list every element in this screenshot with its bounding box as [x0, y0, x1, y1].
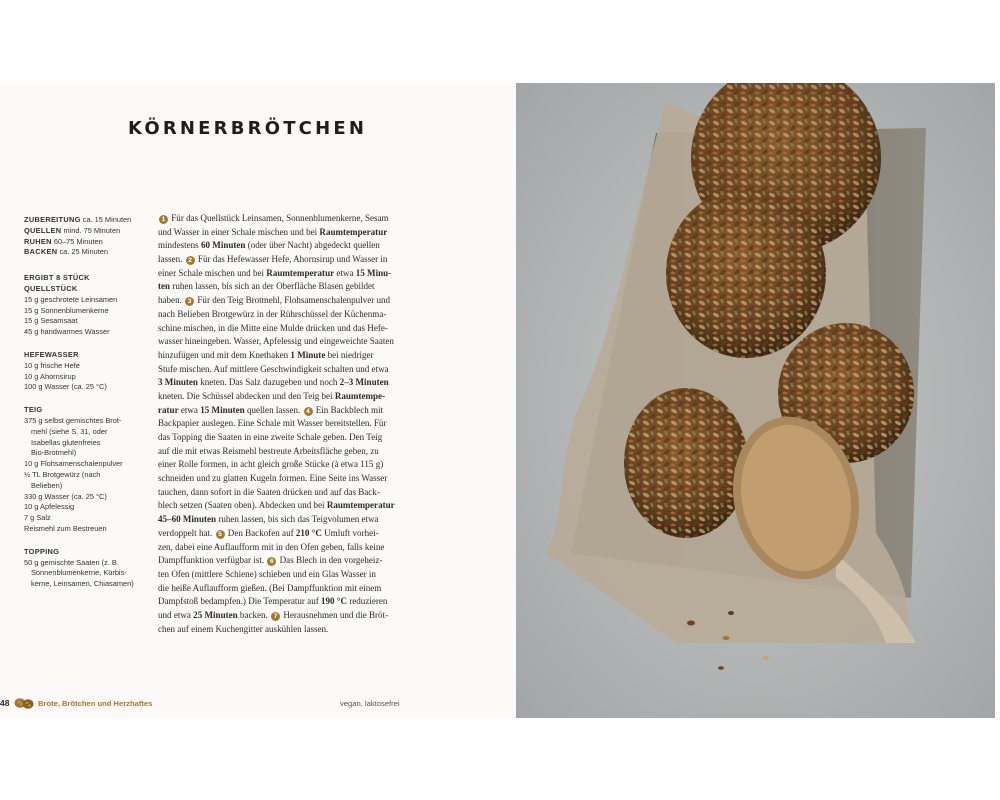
ingredient: 15 g Sesamsaat: [24, 316, 78, 326]
ingredient: 45 g handwarmes Wasser: [24, 327, 110, 337]
time-row: BACKEN ca. 25 Minuten: [24, 247, 108, 257]
instruction-line: Dampffunktion verfügbar ist. 6 Das Blech in den vorgeheiz-: [158, 555, 383, 566]
instruction-line: 1 Für das Quellstück Leinsamen, Sonnenblumenkerne, Sesam: [158, 212, 408, 226]
instruction-line: ten ruhen lassen, bis sich an der Oberfläche Blasen gebildet: [158, 281, 375, 292]
ingredient: 10 g Flohsamenschalenpulver: [24, 459, 123, 469]
time-row: QUELLEN mind. 75 Minuten: [24, 225, 121, 235]
instruction-line: schine mischen, in die Mitte eine Mulde drücken und das Hefe-: [158, 322, 388, 333]
instruction-line: hinzufügen und mit dem Knethaken 1 Minute bei niedriger: [158, 349, 374, 360]
step-number: 2: [186, 256, 195, 265]
ingredient: mehl (siehe S. 31, oder: [31, 426, 108, 436]
ingredient: 7 g Salz: [24, 513, 51, 523]
step-number: 4: [304, 407, 313, 416]
ingredient: 330 g Wasser (ca. 25 °C): [24, 491, 107, 501]
ingredient: ½ TL Brotgewürz (nach: [24, 469, 101, 479]
instruction-line: ratur etwa 15 Minuten quellen lassen. 4 Ein Backblech mit: [158, 404, 384, 415]
ingredient: 15 g Sonnenblumenkerne: [24, 305, 109, 315]
ingredient: 100 g Wasser (ca. 25 °C): [24, 382, 107, 392]
instruction-line: Backpapier auslegen. Eine Schale mit Wasser bereitstellen. Für: [158, 418, 387, 429]
ingredient: kerne, Leinsamen, Chiasamen): [31, 579, 134, 589]
seed-roll: [666, 188, 826, 358]
instruction-line: tauchen, dann sofort in die Saaten drücken und auf das Back-: [158, 486, 380, 497]
chapter-name: Brote, Brötchen und Herzhaftes: [38, 699, 153, 708]
group-heading: QUELLSTÜCK: [24, 283, 78, 293]
bread-rolls-photo: [516, 83, 995, 718]
ingredient: 10 g Ahornsirup: [24, 371, 76, 381]
time-row: ZUBEREITUNG ca. 15 Minuten: [24, 215, 132, 224]
ingredient: 10 g Apfelessig: [24, 502, 75, 512]
instructions: [158, 212, 408, 636]
instruction-line: mindestens 60 Minuten (oder über Nacht) abgedeckt quellen: [158, 240, 380, 251]
step-number: 1: [159, 215, 168, 224]
instruction-line: chen auf einem Kuchengitter auskühlen lassen.: [158, 623, 329, 634]
instruction-line: ten Ofen (mittlere Schiene) schieben und ein Glas Wasser in: [158, 568, 376, 579]
bread-rolls-icon: [14, 696, 34, 710]
group-heading: TEIG: [24, 405, 43, 415]
group-heading: HEFEWASSER: [24, 349, 79, 359]
instruction-line: lassen. 2 Für das Hefewasser Hefe, Ahornsirup und Wasser in: [158, 254, 388, 265]
step-number: 3: [185, 297, 194, 306]
step-number: 5: [216, 530, 225, 539]
instruction-line: und Wasser in einer Schale mischen und bei Raumtemperatur: [158, 226, 388, 237]
ingredients-sidebar: [24, 215, 148, 590]
instruction-line: kneten. Die Schüssel abdecken und den Teig bei Raumtempe-: [158, 390, 386, 401]
instruction-line: verdoppelt hat. 5 Den Backofen auf 210 °C Umluft vorhei-: [158, 527, 379, 538]
instruction-line: und etwa 25 Minuten backen. 7 Herausnehmen und die Bröt-: [158, 609, 389, 620]
instruction-line: wasser hineingeben. Wasser, Apfelessig und eingeweichte Saaten: [158, 336, 394, 347]
instruction-line: zen, dabei eine Auflaufform mit in den Ofen geben, falls keine: [158, 541, 385, 552]
ingredient: Sonnenblumenkerne, Kürbis-: [31, 568, 127, 578]
instruction-line: nach Belieben Brotgewürz in der Rührschüssel der Küchenma-: [158, 308, 387, 319]
instruction-line: Stufe mischen. Auf mittlere Geschwindigkeit schalten und etwa: [158, 363, 389, 374]
instruction-line: 45–60 Minuten ruhen lassen, bis sich das Teigvolumen etwa: [158, 514, 379, 525]
instruction-line: auf die mit etwas Reismehl bestreute Arbeitsfläche geben, zu: [158, 445, 379, 456]
ingredient: Reismehl zum Bestreuen: [24, 523, 107, 533]
ingredient: 15 g geschrotete Leinsamen: [24, 294, 118, 304]
diet-tags: vegan, laktosefrei: [340, 699, 400, 708]
ingredient: 50 g gemischte Saaten (z. B.: [24, 557, 119, 567]
ingredient: Bio-Brotmehl): [31, 448, 77, 458]
time-row: RUHEN 60–75 Minuten: [24, 236, 103, 246]
instruction-line: einer Rolle formen, in acht gleich große Stücke (à etwa 115 g): [158, 459, 384, 470]
step-number: 6: [267, 557, 276, 566]
page-number: 48: [0, 698, 10, 708]
instruction-line: 3 Minuten kneten. Das Salz dazugeben und noch 2–3 Minuten: [158, 377, 389, 388]
instruction-line: die heiße Auflaufform gießen. (Bei Dampffunktion mit einem: [158, 582, 382, 593]
seed-roll: [624, 388, 748, 538]
step-number: 7: [271, 612, 280, 621]
ingredient: Isabellas glutenfreies: [31, 437, 101, 447]
ingredient: 10 g frische Hefe: [24, 360, 80, 370]
group-heading: TOPPING: [24, 546, 60, 556]
instruction-line: einer Schale mischen und bei Raumtemperatur etwa 15 Minu-: [158, 267, 392, 278]
instruction-line: Dampfstoß bedampfen.) Die Temperatur auf 190 °C reduzieren: [158, 596, 388, 607]
instruction-line: schneiden und zu glatten Kugeln formen. Eine Seite ins Wasser: [158, 473, 388, 484]
instruction-line: das Topping die Saaten in eine zweite Schale geben. Den Teig: [158, 432, 383, 442]
ingredient: Belieben): [31, 480, 63, 490]
ingredient: 375 g selbst gemischtes Brot-: [24, 415, 122, 425]
instruction-line: blech setzen (Saaten oben). Abdecken und bei Raumtemperatur: [158, 500, 395, 511]
instruction-line: haben. 3 Für den Teig Brotmehl, Flohsamenschalenpulver und: [158, 295, 391, 306]
recipe-title: KÖRNERBRÖTCHEN: [128, 118, 368, 139]
yield-heading: ERGIBT 8 STÜCK: [24, 273, 90, 283]
